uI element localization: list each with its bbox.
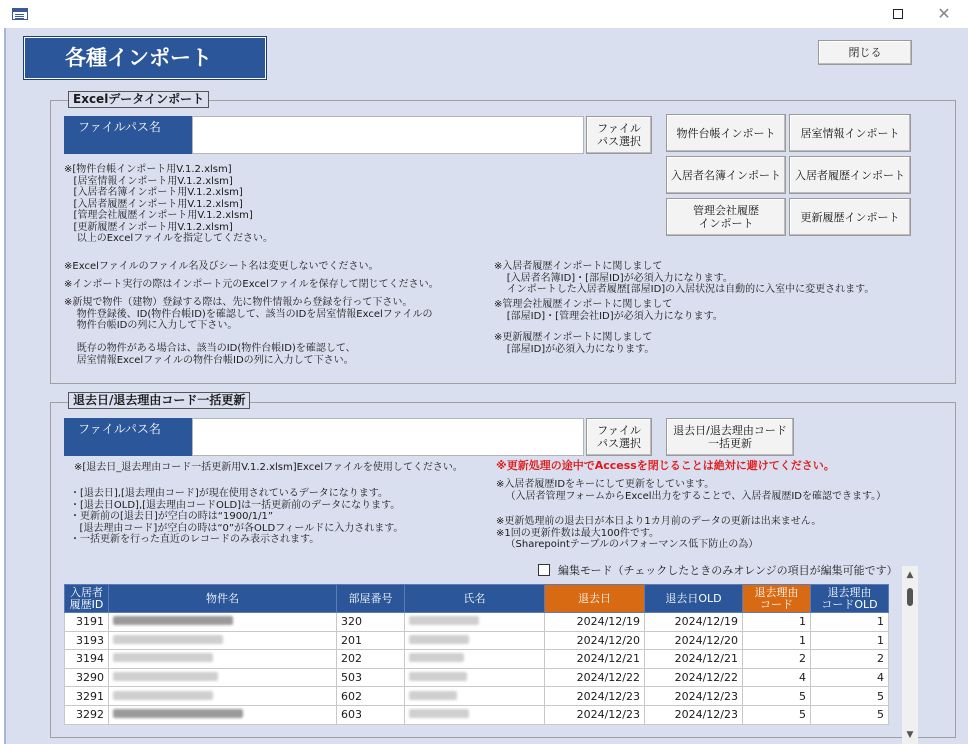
form-icon [12,8,28,20]
table-row[interactable] [65,687,889,706]
table-row[interactable] [65,668,889,687]
resident-history-note: ※入居者履歴インポートに関しまして [入居者名簿ID]・[部屋ID]が必須入力になります。 インポートした入居者履歴[部屋ID]の入居状況は自動的に入室中に変更されます。 [494,261,875,295]
move-out-table [64,584,889,725]
bulk-update-button[interactable]: 退去日/退去理由コード 一括更新 [666,418,794,456]
cell-name-redacted [405,631,545,650]
file-path-input[interactable] [192,116,584,154]
cell-room-number: 603 [337,705,405,724]
cell-reason-code-old: 5 [811,705,889,724]
col-header-reason-code: 退去理由 コード [743,585,811,613]
cell-move-out-date[interactable]: 2024/12/23 [545,687,645,706]
mgmt-company-history-import-button[interactable]: 管理会社履歴 インポート [666,198,786,236]
cell-name-redacted [405,650,545,669]
edit-mode-checkbox[interactable] [538,564,550,576]
access-close-warning: ※更新処理の途中でAccessを閉じることは絶対に避けてください。 [496,459,835,472]
excel-import-caption: Excelデータインポート [68,91,209,108]
resident-list-import-button[interactable]: 入居者名簿インポート [666,156,786,194]
cell-property-name-redacted [109,613,337,632]
cell-name-redacted [405,668,545,687]
close-button[interactable]: 閉じる [818,40,912,65]
cell-room-number: 320 [337,613,405,632]
scroll-down-icon[interactable]: ▼ [906,730,914,740]
scroll-up-icon[interactable]: ▲ [906,570,914,580]
cell-move-out-date[interactable]: 2024/12/21 [545,650,645,669]
cell-resident-history-id: 3194 [65,650,109,669]
col-header-move-out-date-old: 退去日OLD [645,585,743,613]
cell-name-redacted [405,687,545,706]
table-row[interactable] [65,613,889,632]
cell-property-name-redacted [109,705,337,724]
col-header-move-out-date: 退去日 [545,585,645,613]
cell-move-out-date-old: 2024/12/21 [645,650,743,669]
cell-move-out-date[interactable]: 2024/12/23 [545,705,645,724]
cell-move-out-date-old: 2024/12/22 [645,668,743,687]
cell-reason-code[interactable]: 4 [743,668,811,687]
close-icon[interactable]: ✕ [937,4,951,23]
table-header-row [65,585,889,613]
cell-resident-history-id: 3292 [65,705,109,724]
cell-move-out-date[interactable]: 2024/12/22 [545,668,645,687]
cell-name-redacted [405,705,545,724]
cell-move-out-date-old: 2024/12/19 [645,613,743,632]
table-row[interactable] [65,705,889,724]
cell-reason-code[interactable]: 2 [743,650,811,669]
fields-note: ・[退去日],[退去理由コード]が現在使用されているデータになります。 ・[退去日OLD],[退去理由コードOLD]は一括更新前のデータになります。 ・更新前の[退去日]が空白の時は“1900/1/1” [退去理由コード]が空白の時は“0”が各OLDフィールドに入力されます。 ・一括更新を行った直近のレコードのみ表示されます。 [70,488,404,545]
cell-reason-code-old: 1 [811,631,889,650]
cell-reason-code-old: 5 [811,687,889,706]
page-title: 各種インポート [24,37,266,79]
cell-reason-code-old: 1 [811,613,889,632]
renewal-history-import-button[interactable]: 更新履歴インポート [789,198,911,236]
cell-move-out-date[interactable]: 2024/12/20 [545,631,645,650]
cell-move-out-date-old: 2024/12/23 [645,687,743,706]
cell-move-out-date-old: 2024/12/20 [645,631,743,650]
cell-property-name-redacted [109,650,337,669]
resident-history-import-button[interactable]: 入居者履歴インポート [789,156,911,194]
cell-reason-code[interactable]: 1 [743,631,811,650]
cell-property-name-redacted [109,631,337,650]
renewal-history-note: ※更新履歴インポートに関しまして [部屋ID]が必須入力になります。 [494,332,655,355]
table-scrollbar[interactable] [902,566,918,744]
col-header-name: 氏名 [405,585,545,613]
col-header-reason-code-old: 退去理由 コードOLD [811,585,889,613]
cell-move-out-date[interactable]: 2024/12/19 [545,613,645,632]
cell-resident-history-id: 3193 [65,631,109,650]
cell-room-number: 201 [337,631,405,650]
cell-resident-history-id: 3291 [65,687,109,706]
cell-room-number: 202 [337,650,405,669]
cell-reason-code[interactable]: 5 [743,687,811,706]
use-file-note: ※[退去日_退去理由コード一括更新用V.1.2.xlsm]Excelファイルを使用してください。 [74,462,463,473]
cell-name-redacted [405,613,545,632]
limits-note: ※更新処理前の退去日が本日より1カ月前のデータの更新は出来ません。 ※1回の更新件数は最大100件です。 （Sharepointテーブルのパフォーマンス低下防止の為） [496,516,822,550]
table-row[interactable] [65,631,889,650]
select-file-path-button[interactable]: ファイル パス選択 [586,116,652,154]
bulk-file-path-input[interactable] [192,418,584,456]
cell-property-name-redacted [109,668,337,687]
col-header-resident-history-id: 入居者 履歴ID [65,585,109,613]
bulk-select-file-path-button[interactable]: ファイル パス選択 [586,418,652,456]
bulk-update-caption: 退去日/退去理由コード一括更新 [68,392,250,409]
property-ledger-import-button[interactable]: 物件台帳インポート [666,114,786,152]
scroll-thumb[interactable] [907,588,913,606]
room-info-import-button[interactable]: 居室情報インポート [789,114,911,152]
edit-mode-label: 編集モード（チェックしたときのみオレンジの項目が編集可能です） [558,564,898,577]
bulk-file-path-label: ファイルパス名 [64,418,192,456]
cell-room-number: 503 [337,668,405,687]
cell-reason-code[interactable]: 1 [743,613,811,632]
col-header-room-number: 部屋番号 [337,585,405,613]
cell-resident-history-id: 3191 [65,613,109,632]
window-titlebar [0,0,970,28]
col-header-property-name: 物件名 [109,585,337,613]
cell-property-name-redacted [109,687,337,706]
mgmt-history-note: ※管理会社履歴インポートに関しまして [部屋ID]・[管理会社ID]が必須入力になります。 [494,299,723,322]
cell-room-number: 602 [337,687,405,706]
edit-mode-toggle[interactable] [538,562,898,578]
cell-reason-code-old: 4 [811,668,889,687]
maximize-icon[interactable] [888,5,908,23]
no-rename-note: ※Excelファイルのファイル名及びシート名は変更しないでください。 [64,261,379,272]
cell-reason-code[interactable]: 5 [743,705,811,724]
save-close-note: ※インポート実行の際はインポート元のExcelファイルを保存して閉じてください。 [64,279,439,290]
cell-reason-code-old: 2 [811,650,889,669]
cell-resident-history-id: 3290 [65,668,109,687]
import-form [4,28,968,744]
file-list-note: ※[物件台帳インポート用V.1.2.xlsm] [居室情報インポート用V.1.2.xlsm] [入居者名簿インポート用V.1.2.xlsm] [入居者履歴インポート用V.1.2.xlsm] [管理会社履歴インポート用V.1.2.xlsm] [更新履歴インポート用V.1.2.xlsm] 以上のExcelファイルを指定してください。 [64,164,274,244]
new-property-note: ※新規で物件（建物）登録する際は、先に物件情報から登録を行って下さい。 物件登録後、ID(物件台帳ID)を確認して、該当のIDを居室情報Excelファイルの 物件台帳IDの列に入力して下さい。 既存の物件がある場合は、該当のID(物件台帳ID)を確認して、 居室情報Excelファイルの物件台帳IDの列に入力して下さい。 [64,297,433,366]
key-note: ※入居者履歴IDをキーにして更新をしています。 （入居者管理フォームからExcel出力をすることで、入居者履歴IDを確認できます。） [496,479,887,502]
cell-move-out-date-old: 2024/12/23 [645,705,743,724]
table-row[interactable] [65,650,889,669]
file-path-label: ファイルパス名 [64,116,192,154]
